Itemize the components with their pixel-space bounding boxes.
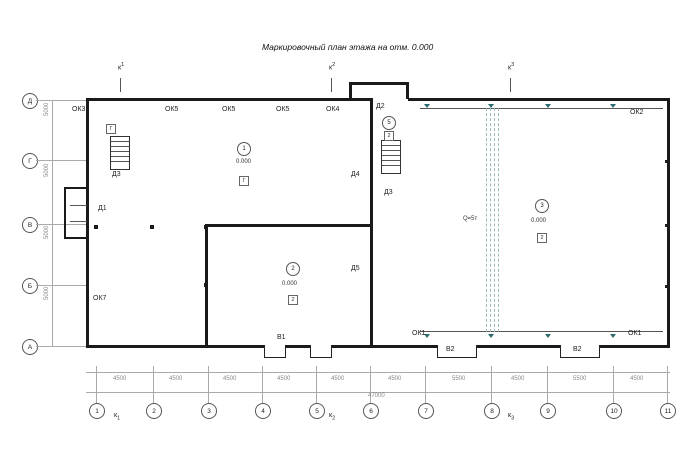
axis-leader-d: [36, 100, 86, 101]
section-line-k2-top: [331, 78, 332, 92]
dim-span-7: 5500: [452, 376, 466, 382]
porch-step-2: [70, 221, 87, 222]
section-mark-k3-bottom[interactable]: $к_3$: [508, 412, 515, 422]
label-ok3: ОК3: [72, 106, 86, 113]
room-tag-1: Г: [239, 176, 249, 186]
crane-support-b2: [488, 334, 494, 338]
axis-marker-b[interactable]: Б: [22, 278, 38, 294]
column-right-2: [665, 224, 670, 227]
section-line-k1-top: [120, 78, 121, 92]
axis-marker-1[interactable]: 1: [89, 403, 105, 419]
wall-right: [667, 98, 670, 348]
dim-span-10: 4500: [630, 376, 644, 382]
axis-marker-8[interactable]: 8: [484, 403, 500, 419]
room-level-2: 0.000: [282, 281, 298, 287]
wall-top-right: [408, 98, 670, 101]
axis-marker-7[interactable]: 7: [418, 403, 434, 419]
porch-step-1: [70, 205, 87, 206]
axis-marker-3[interactable]: 3: [201, 403, 217, 419]
label-d1: Д1: [98, 205, 107, 212]
axis-marker-10[interactable]: 10: [606, 403, 622, 419]
room-tag-3: 2: [537, 233, 547, 243]
axis-leader-a: [36, 346, 86, 347]
label-ok5-1: ОК5: [165, 106, 179, 113]
window-ok5-3: [271, 98, 293, 100]
dim-span-3: 4500: [223, 376, 237, 382]
axis-marker-2[interactable]: 2: [146, 403, 162, 419]
crane-runway-bottom: [420, 331, 663, 332]
staircase-right: [381, 140, 401, 174]
axis-marker-11[interactable]: 11: [660, 403, 676, 419]
dimension-line-upper: [86, 372, 670, 373]
room-level-3: 0.000: [531, 218, 547, 224]
vertical-dimension-line: [52, 100, 53, 346]
door-v1: [264, 345, 286, 358]
axis-marker-5[interactable]: 5: [309, 403, 325, 419]
page-title: Маркировочный план этажа на отм. 0.000: [262, 42, 434, 52]
label-d5: Д5: [351, 265, 360, 272]
axis-marker-a[interactable]: А: [22, 339, 38, 355]
crane-load-label: Q=5т: [463, 216, 478, 222]
room-tag-2: 2: [288, 295, 298, 305]
axis-marker-9[interactable]: 9: [540, 403, 556, 419]
label-ok1-right: ОК1: [628, 330, 642, 337]
label-ok4: ОК4: [326, 106, 340, 113]
porch-top: [64, 187, 87, 189]
staircase-left: [110, 136, 130, 170]
section-mark-k2-bottom[interactable]: $к_2$: [329, 412, 336, 422]
crane-guide-3: [494, 108, 495, 332]
room-number-5[interactable]: 5: [382, 116, 396, 130]
column-dot-4: [204, 283, 208, 287]
label-d3-left: Д3: [112, 171, 121, 178]
axis-leader-g: [36, 160, 86, 161]
room-number-3[interactable]: 3: [535, 199, 549, 213]
label-d2: Д2: [376, 103, 385, 110]
door-v1-b: [310, 345, 332, 358]
room-number-2[interactable]: 2: [286, 262, 300, 276]
vertical-dim-1: 5000: [44, 102, 50, 116]
crane-support-t1: [424, 104, 430, 108]
dim-span-2: 4500: [169, 376, 183, 382]
crane-support-b3: [545, 334, 551, 338]
label-ok5-3: ОК5: [276, 106, 290, 113]
porch-bottom: [64, 237, 87, 239]
axis-marker-6[interactable]: 6: [363, 403, 379, 419]
column-dot-3: [204, 225, 208, 229]
dim-span-8: 4500: [511, 376, 525, 382]
wall-internal-horizontal: [205, 224, 371, 227]
label-ok2: ОК2: [630, 109, 644, 116]
vertical-dim-2: 5000: [44, 163, 50, 177]
room-level-1: 0.000: [236, 159, 252, 165]
column-dot-1: [94, 225, 98, 229]
axis-marker-4[interactable]: 4: [255, 403, 271, 419]
dim-span-1: 4500: [113, 376, 127, 382]
crane-guide-2: [490, 108, 491, 332]
label-ok1-left: ОК1: [412, 330, 426, 337]
dim-span-5: 4500: [331, 376, 345, 382]
wall-vestibule-right: [406, 82, 409, 99]
label-ok5-2: ОК5: [222, 106, 236, 113]
axis-marker-g[interactable]: Г: [22, 153, 38, 169]
dim-span-9: 5500: [573, 376, 587, 382]
section-line-k3-top: [510, 78, 511, 92]
window-ok3: [98, 98, 116, 100]
crane-support-t4: [610, 104, 616, 108]
room-tag-left-hall: Г: [106, 124, 116, 134]
section-mark-k3-top[interactable]: $к^3$: [508, 62, 515, 72]
room-number-1[interactable]: 1: [237, 142, 251, 156]
crane-support-t3: [545, 104, 551, 108]
vertical-dim-3: 5000: [44, 225, 50, 239]
room-tag-5: 2: [384, 131, 394, 141]
dim-span-6: 4500: [388, 376, 402, 382]
column-right-3: [665, 285, 670, 288]
label-v1: В1: [277, 334, 286, 341]
label-d3-right: Д3: [384, 189, 393, 196]
column-right-1: [665, 160, 670, 163]
window-ok5-2: [217, 98, 239, 100]
label-v2-left: В2: [446, 346, 455, 353]
wall-vestibule-top: [349, 82, 409, 85]
porch-left: [64, 187, 66, 239]
wall-left: [86, 98, 89, 348]
window-ok5-1: [160, 98, 182, 100]
vertical-dim-4: 5000: [44, 286, 50, 300]
window-ok1-left: [418, 345, 438, 347]
crane-guide-4: [498, 108, 499, 332]
label-ok7: ОК7: [93, 295, 107, 302]
door-v2-left: [437, 345, 477, 358]
column-dot-2: [150, 225, 154, 229]
axis-marker-d[interactable]: Д: [22, 93, 38, 109]
crane-runway-top: [420, 108, 663, 109]
window-ok4: [322, 98, 344, 100]
label-d4: Д4: [351, 171, 360, 178]
section-mark-k1-top[interactable]: $к^1$: [118, 62, 125, 72]
crane-guide-1: [486, 108, 487, 332]
dim-span-4: 4500: [277, 376, 291, 382]
window-ok1-right: [624, 345, 644, 347]
section-mark-k2-top[interactable]: $к^2$: [329, 62, 336, 72]
label-v2-right: В2: [573, 346, 582, 353]
crane-support-b4: [610, 334, 616, 338]
axis-marker-v[interactable]: В: [22, 217, 38, 233]
dim-total: 47000: [368, 393, 385, 399]
wall-internal-axis6: [370, 98, 373, 346]
section-mark-k1-bottom[interactable]: $к_1$: [114, 412, 121, 422]
